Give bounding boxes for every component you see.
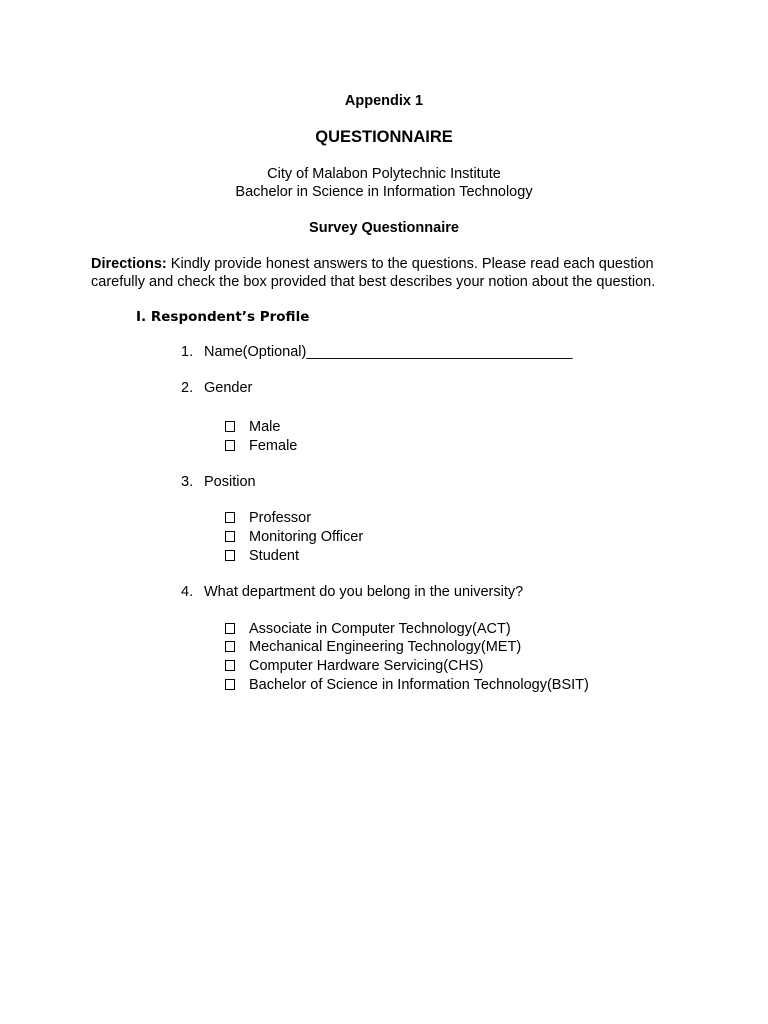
appendix-label: Appendix 1 [344, 93, 424, 109]
option-label: Professor [249, 510, 312, 526]
option-label: Bachelor of Science in Information Technology(BSIT) [249, 677, 589, 693]
checkbox[interactable] [225, 550, 235, 561]
option-act [225, 621, 511, 637]
checkbox[interactable] [225, 679, 235, 690]
option-professor [225, 510, 311, 526]
question-2 [181, 380, 252, 396]
institution-name: City of Malabon Polytechnic Institute [267, 166, 501, 182]
checkbox[interactable] [225, 421, 235, 432]
question-text: Position [204, 474, 256, 490]
directions-paragraph [91, 255, 691, 291]
option-label: Associate in Computer Technology(ACT) [249, 621, 511, 637]
question-text: Gender [204, 380, 253, 396]
question-number: 4. [181, 584, 194, 600]
checkbox[interactable] [225, 660, 235, 671]
checkbox[interactable] [225, 623, 235, 634]
directions-text: Kindly provide honest answers to the questions. Please read each question carefully and check the box provided that best describes your notion about the question. [91, 256, 656, 290]
question-text: What department do you belong in the university? [204, 584, 524, 600]
question-number: 3. [181, 474, 194, 490]
option-label: Mechanical Engineering Technology(MET) [249, 639, 522, 655]
section-title: I. Respondent’s Profile [136, 309, 310, 325]
option-label: Male [249, 419, 281, 435]
option-label: Student [249, 548, 299, 564]
checkbox[interactable] [225, 512, 235, 523]
checkbox[interactable] [225, 531, 235, 542]
option-chs [225, 658, 484, 674]
question-1 [181, 344, 572, 360]
checkbox[interactable] [225, 440, 235, 451]
option-female [225, 438, 297, 454]
question-4 [181, 584, 523, 600]
option-male [225, 419, 280, 435]
checkbox[interactable] [225, 641, 235, 652]
option-label: Monitoring Officer [249, 529, 364, 545]
option-label: Female [249, 438, 298, 454]
program-name: Bachelor in Science in Information Technology [235, 184, 533, 200]
option-student [225, 548, 299, 564]
option-met [225, 639, 521, 655]
option-bsit [225, 677, 589, 693]
name-field[interactable]: Name(Optional)_________________________________ [204, 344, 573, 360]
question-number: 1. [181, 344, 194, 360]
option-label: Computer Hardware Servicing(CHS) [249, 658, 484, 674]
page-title: QUESTIONNAIRE [315, 128, 453, 146]
survey-subtitle: Survey Questionnaire [309, 220, 459, 236]
option-monitoring-officer [225, 529, 363, 545]
question-3 [181, 474, 256, 490]
question-number: 2. [181, 380, 194, 396]
directions-label: Directions: [91, 256, 167, 272]
